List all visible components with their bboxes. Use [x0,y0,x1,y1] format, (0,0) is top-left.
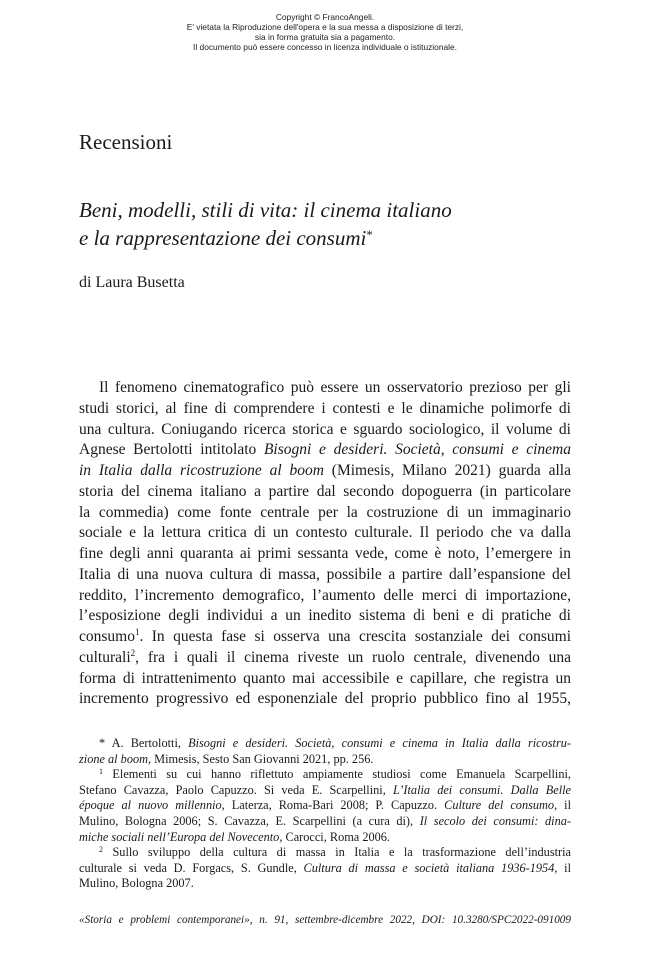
footnote-line [79,798,571,814]
footnote-italic: Il secolo dei consumi: dina- [419,813,571,828]
footnote-italic: époque al nuovo millennio [79,798,222,813]
footnote-text: A. Bertolotti, [105,736,189,750]
author-byline: di Laura Busetta [79,274,185,291]
footnote-text: , il [554,860,571,875]
footnote-line [79,767,571,783]
body-text-run: , fra i quali il cinema riveste un ruolo centrale, divenendo una [135,648,571,666]
footnote-italic: Cultura di massa e società italiana 1936-1954 [303,860,555,875]
footnote-text: , Carocci, Roma 2006. [279,829,390,844]
footnote-text: , Laterza, Roma-Bari 2008; P. Capuzzo. [221,798,445,813]
footnote-text: Mulino, Bologna 2006; S. Cavazza, E. Scarpellini (a cura di), [79,813,420,828]
body-text-run: (Mimesis, Milano 2021) guarda alla [323,462,571,479]
title-line-2 [79,224,452,252]
footnote-text: Stefano Cavazza, Paolo Capuzzo. Si veda E. Scarpellini, [79,782,393,797]
body-line: una cultura. Coniugando ricerca storica e sguardo sociologico, il volume di [79,420,571,438]
footnote-line [79,830,571,846]
body-line: sociale e la lettura critica di un contesto culturale. Il periodo che va dalla [79,524,571,542]
copyright-line: Copyright © FrancoAngeli. [275,12,375,22]
book-title-italic: Bisogni e desideri. Società, consumi e cinema [263,441,571,459]
footnote-line [79,861,571,877]
body-line: Italia di una nuova cultura di massa, possibile a partire dall’espansione del [79,565,571,583]
body-line [79,648,571,669]
body-text-run: Agnese Bertolotti intitolato [79,441,264,459]
body-line: fine degli anni quaranta ai primi sessanta vede, come è noto, l’emergere in [79,545,571,562]
journal-citation-footer: «Storia e problemi contemporanei», n. 91, settembre-dicembre 2022, DOI: 10.3280/SPC2022-091009 [79,914,571,926]
footnote-line [79,736,571,752]
footnote-italic: miche sociali nell’Europa del Novecento [79,829,280,844]
footnote-line [79,845,571,861]
footnote-ref-2[interactable]: 2 [130,647,136,658]
copyright-line: E' vietata la Riproduzione dell'opera e la sua messa a disposizione di terzi, [186,22,464,32]
body-line: Il fenomeno cinematografico può essere un osservatorio prezioso per gli [99,379,571,396]
footnote-text: , il [554,798,571,813]
body-line: l’esposizione degli individui a un inedito sistema di beni e di pratiche di [79,607,571,625]
footnote-text: Elementi su cui hanno riflettuto ampiamente studiosi come Emanuela Scarpellini, [103,767,571,782]
article-title [79,196,452,252]
body-line [79,440,571,461]
footnote-text: Sullo sviluppo della cultura di massa in Italia e la trasformazione dell’industria [103,845,571,860]
body-text-run: . In questa fase si osserva una crescita sostanziale dei consumi [139,628,571,645]
footnote-line [79,783,571,799]
copyright-notice [0,12,650,52]
section-heading: Recensioni [79,130,173,154]
footnote-italic: Bisogni e desideri. Società, consumi e cinema in Italia dalla ricostru- [188,736,571,750]
footnote-mark: 1 [99,767,103,777]
footnote-line: Mulino, Bologna 2007. [79,876,194,891]
title-line-1: Beni, modelli, stili di vita: il cinema italiano [79,198,452,222]
footnote-ref-1[interactable]: 1 [134,627,140,637]
title-line-2-text: e la rappresentazione dei consumi [79,226,367,250]
footnote-italic: zione al boom [79,751,148,766]
body-line: incremento progressivo ed esponenziale del proprio pubblico fino al 1955, [79,690,571,708]
copyright-line: sia in forma gratuita sia a pagamento. [254,32,396,42]
footnote-text: , Mimesis, Sesto San Giovanni 2021, pp. 256. [148,751,374,766]
footnote-text: culturale si veda D. Forgacs, S. Gundle, [79,860,304,875]
body-line: forma di intrattenimento quanto mai accessibile e capillare, che registra un [79,669,571,687]
footnote-italic: Culture del consumo [444,798,555,813]
body-line: reddito, l’incremento demografico, l’aumento delle merci di importazione, [79,586,571,604]
footnote-mark: * [99,736,106,750]
footnote-mark: 2 [99,845,103,855]
copyright-line: Il documento può essere concesso in licenza individuale o istituzionale. [193,42,457,52]
body-text-run: culturali [79,648,131,666]
title-footnote-mark: * [366,227,373,242]
footnote-italic: L’Italia dei consumi. Dalla Belle [392,782,571,797]
footnote-line [79,752,571,768]
body-line [79,461,571,482]
footnotes [79,736,571,892]
book-title-italic: in Italia dalla ricostruzione al boom [79,462,324,479]
body-line: la commedia) come fonte centrale per la costruzione di un immaginario [79,503,571,521]
body-text [79,378,571,710]
body-text-run: consumo [79,628,135,645]
footnote-line [79,814,571,830]
body-line: storia del cinema italiano a partire dal secondo dopoguerra (in particolare [79,482,571,500]
body-line [79,627,571,648]
body-line: studi storici, al fine di comprendere i contesti e le dinamiche polimorfe di [79,399,571,417]
